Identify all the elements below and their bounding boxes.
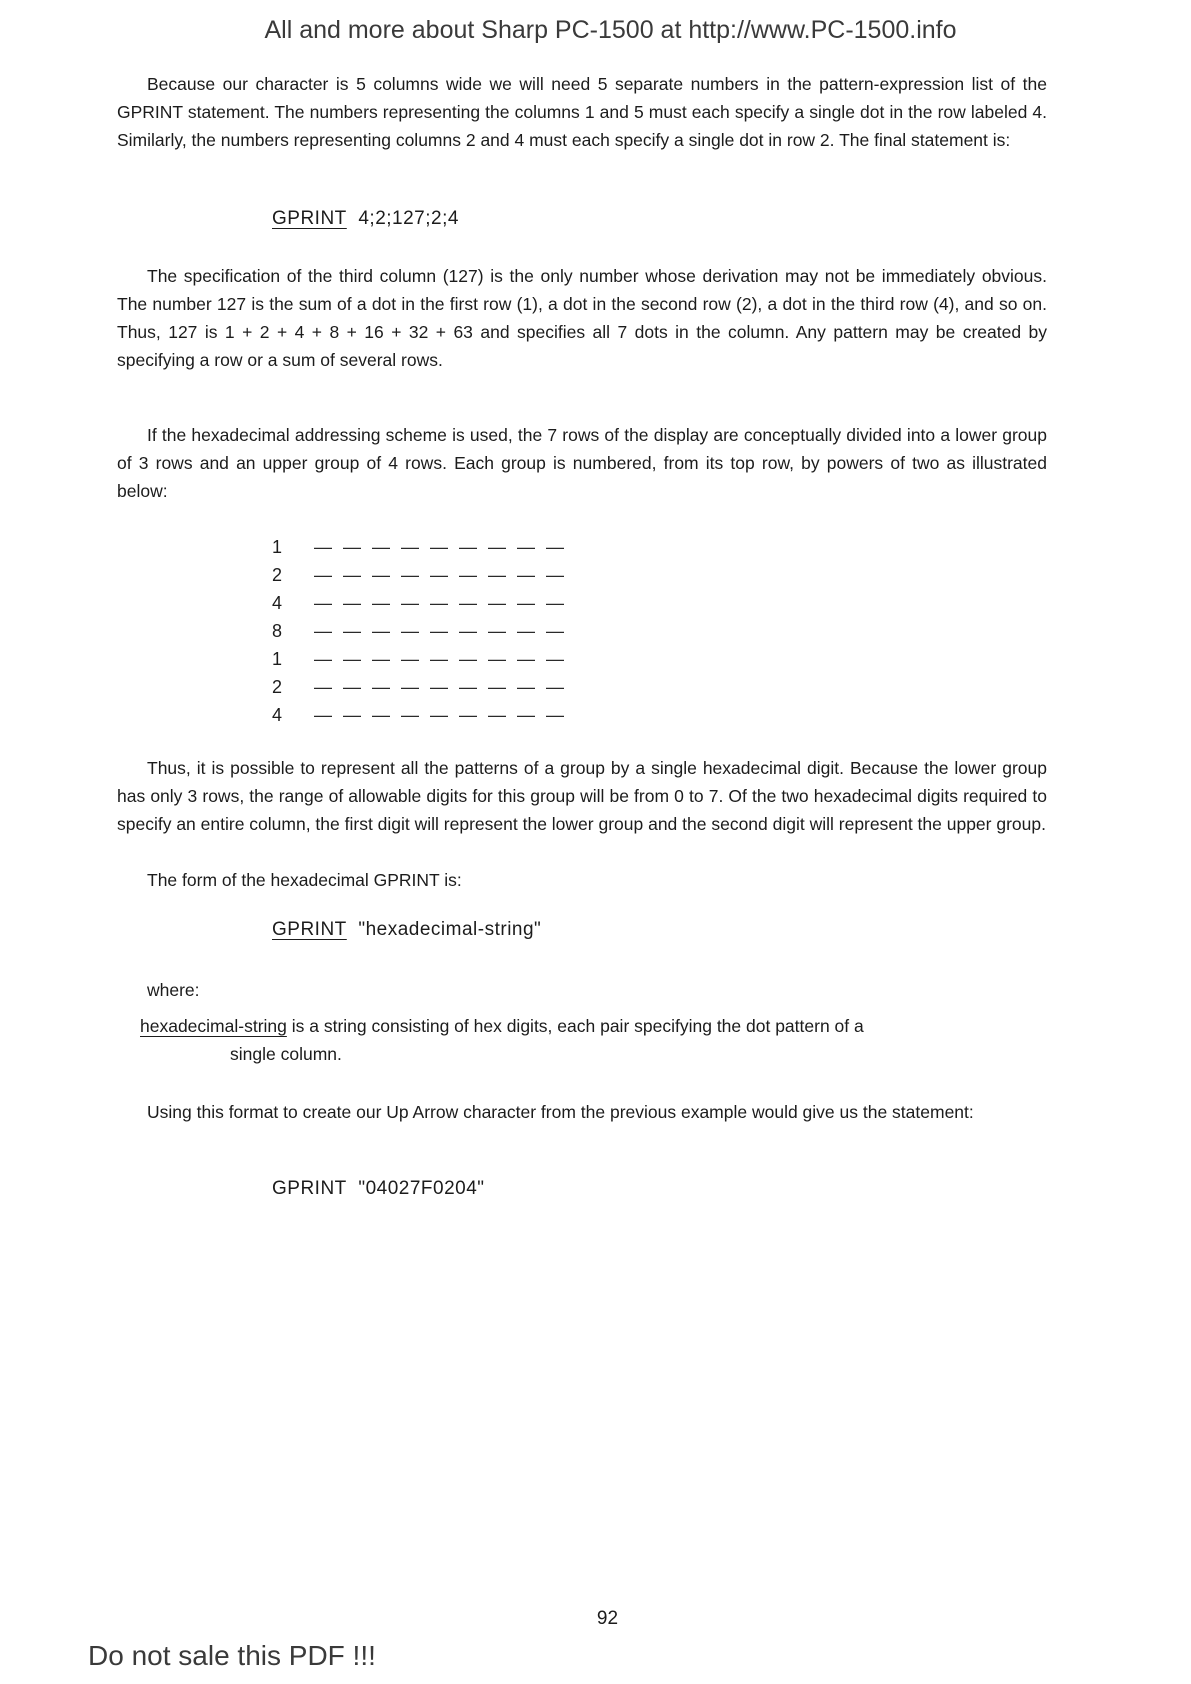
row-dashes: — — — — — — — — — (314, 592, 568, 613)
page-number: 92 (596, 1608, 619, 1629)
row-number: 1 (272, 648, 283, 669)
diagram-row (272, 673, 567, 701)
diagram-row (272, 617, 567, 645)
row-number: 1 (272, 536, 283, 557)
footer-notice: Do not sale this PDF !!! (88, 1640, 376, 1671)
page-header: All and more about Sharp PC-1500 at http://www.PC-1500.info (264, 16, 957, 44)
paragraph-3: If the hexadecimal addressing scheme is used, the 7 rows of the display are conceptually divided into a lower group of 3 rows and an upper group of 4 rows. Each group is numbered, from its top row, by powers of two as illustrated below: (117, 425, 1047, 501)
code-keyword: GPRINT (272, 208, 347, 229)
where-label: where: (147, 980, 200, 1000)
diagram-row (272, 701, 567, 729)
row-dashes: — — — — — — — — — (314, 620, 568, 641)
diagram-row (272, 561, 567, 589)
row-number: 2 (272, 564, 283, 585)
code-args: "hexadecimal-string" (358, 919, 542, 940)
code-example-1 (272, 208, 459, 230)
definition-term: hexadecimal-string (140, 1016, 287, 1036)
row-dashes: — — — — — — — — — (314, 676, 568, 697)
code-keyword: GPRINT (272, 1178, 347, 1199)
row-dashes: — — — — — — — — — (314, 536, 568, 557)
code-example-2 (272, 919, 541, 941)
row-dashes: — — — — — — — — — (314, 564, 568, 585)
paragraph-2: The specification of the third column (127) is the only number whose derivation may not be immediately obvious. The number 127 is the sum of a dot in the first row (1), a dot in the second row (2), a dot in the third row (4), and so on. Thus, 127 is 1 + 2 + 4 + 8 + 16 + 32 + 63 and specifies all 7 dots in the column. Any pattern may be created by specifying a row or a sum of several rows. (117, 266, 1047, 370)
diagram-row (272, 645, 567, 673)
code-args: "04027F0204" (358, 1178, 485, 1199)
row-number: 4 (272, 704, 283, 725)
row-number: 8 (272, 620, 283, 641)
definition-text: is a string consisting of hex digits, each pair specifying the dot pattern of a (286, 1016, 864, 1036)
row-diagram (272, 533, 567, 729)
definition-continuation: single column. (230, 1044, 342, 1064)
diagram-row (272, 589, 567, 617)
diagram-row (272, 533, 567, 561)
definition-block (140, 1012, 1047, 1068)
row-number: 2 (272, 676, 283, 697)
row-dashes: — — — — — — — — — (314, 704, 568, 725)
paragraph-5: The form of the hexadecimal GPRINT is: (147, 870, 462, 890)
code-example-3 (272, 1178, 485, 1200)
code-args: 4;2;127;2;4 (358, 208, 459, 229)
row-number: 4 (272, 592, 283, 613)
code-keyword: GPRINT (272, 919, 347, 940)
paragraph-1: Because our character is 5 columns wide we will need 5 separate numbers in the pattern-expression list of the GPRINT statement. The numbers representing the columns 1 and 5 must each specify a single dot in the row labeled 4. Similarly, the numbers representing columns 2 and 4 must each specify a single dot in row 2. The final statement is: (117, 74, 1047, 150)
paragraph-4: Thus, it is possible to represent all the patterns of a group by a single hexadecimal digit. Because the lower group has only 3 rows, the range of allowable digits for this group will be from 0 to 7. Of the two hexadecimal digits required to specify an entire column, the first digit will represent the lower group and the second digit will represent the upper group. (117, 758, 1047, 834)
paragraph-6: Using this format to create our Up Arrow character from the previous example would give us the statement: (147, 1102, 974, 1122)
row-dashes: — — — — — — — — — (314, 648, 568, 669)
definition-line (140, 1012, 1047, 1040)
